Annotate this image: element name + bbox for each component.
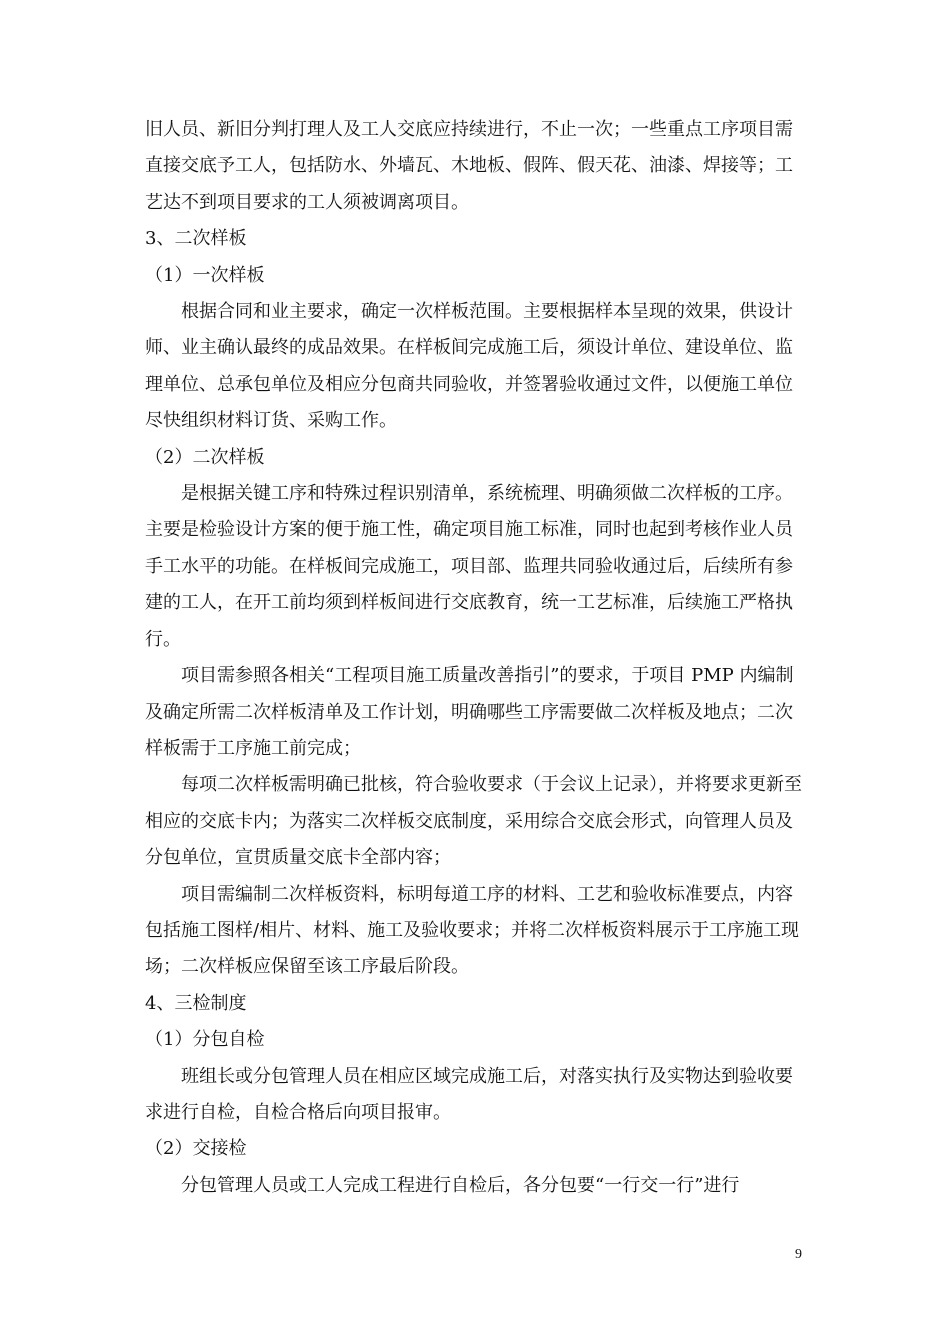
page-number: 9 (795, 1247, 802, 1262)
subsection-heading: （1）分包自检 (145, 1029, 265, 1051)
body-paragraph: 旧人员、新旧分判打理人及工人交底应持续进行，不止一次；一些重点工序项目需直接交底予工人，包括防水、外墙瓦、木地板、假阵、假天花、油漆、焊接等；工艺达不到项目要求的工人须被调离项目。 (145, 119, 793, 213)
section-heading: 3、二次样板 (145, 228, 247, 250)
page-body (145, 112, 810, 1204)
body-paragraph: 每项二次样板需明确已批核，符合验收要求（于会议上记录），并将要求更新至相应的交底卡内；为落实二次样板交底制度，采用综合交底会形式，向管理人员及分包单位，宣贯质量交底卡全部内容； (145, 774, 802, 869)
body-paragraph: 项目需编制二次样板资料，标明每道工序的材料、工艺和验收标准要点，内容包括施工图样/相片、材料、施工及验收要求；并将二次样板资料展示于工序施工现场；二次样板应保留至该工序最后阶段。 (145, 883, 800, 978)
body-paragraph: 根据合同和业主要求，确定一次样板范围。主要根据样本呈现的效果，供设计师、业主确认最终的成品效果。在样板间完成施工后，须设计单位、建设单位、监理单位、总承包单位及相应分包商共同验收，并签署验收通过文件，以便施工单位尽快组织材料订货、采购工作。 (145, 301, 793, 432)
section-heading: 4、三检制度 (145, 992, 247, 1014)
body-paragraph: 是根据关键工序和特殊过程识别清单，系统梳理、明确须做二次样板的工序。主要是检验设计方案的便于施工性，确定项目施工标准，同时也起到考核作业人员手工水平的功能。在样板间完成施工，项目部、监理共同验收通过后，后续所有参建的工人，在开工前均须到样板间进行交底教育，统一工艺标准，后续施工严格执行。 (145, 483, 793, 650)
subsection-heading: （2）交接检 (145, 1138, 247, 1160)
subsection-heading: （2）二次样板 (145, 446, 265, 468)
subsection-heading: （1）一次样板 (145, 264, 265, 286)
body-paragraph: 分包管理人员或工人完成工程进行自检后，各分包要“一行交一行”进行 (181, 1174, 740, 1196)
body-paragraph: 班组长或分包管理人员在相应区域完成施工后，对落实执行及实物达到验收要求进行自检，自检合格后向项目报审。 (145, 1065, 793, 1123)
body-paragraph: 项目需参照各相关“工程项目施工质量改善指引”的要求，于项目 PMP 内编制及确定所需二次样板清单及工作计划，明确哪些工序需要做二次样板及地点；二次样板需于工序施工前完成； (145, 665, 794, 759)
